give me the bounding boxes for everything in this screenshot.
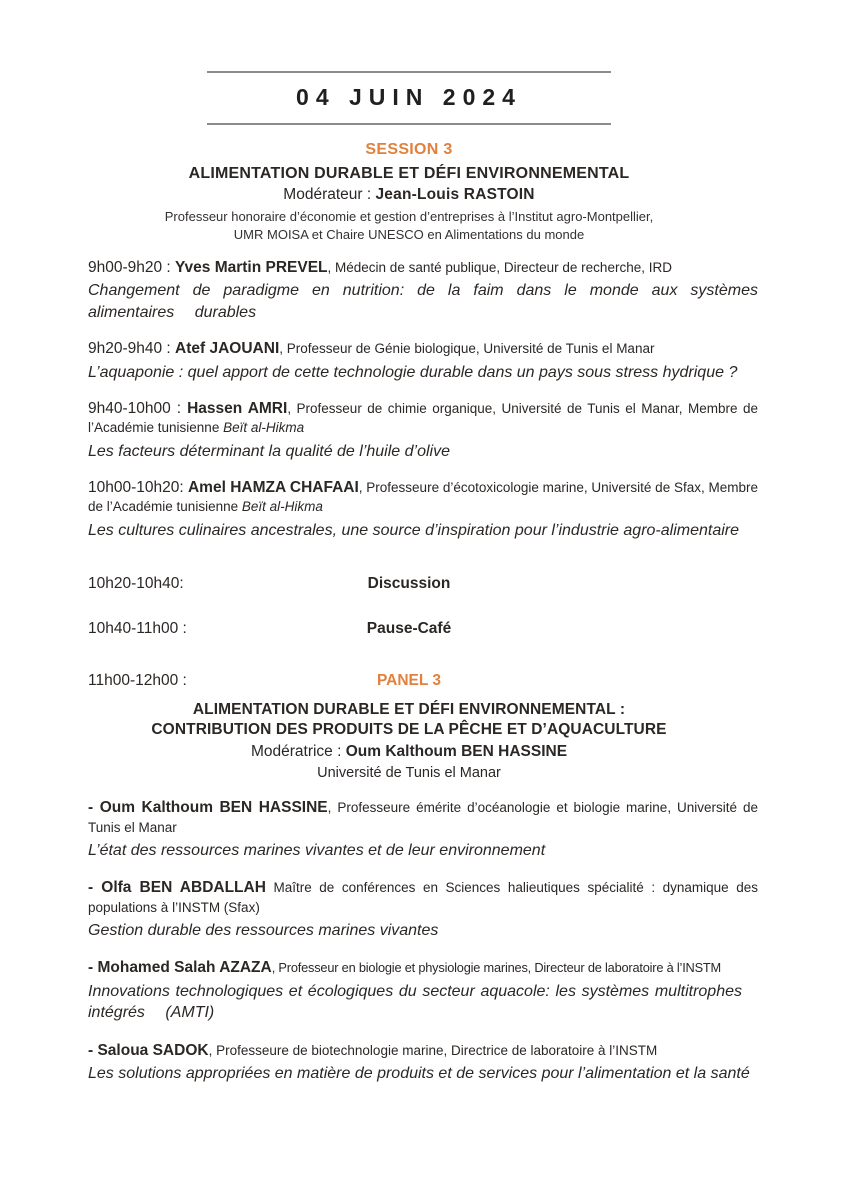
schedule-row-pause-cafe: [88, 620, 758, 640]
panel-speaker-sadok: [88, 1041, 758, 1085]
session-label: SESSION 3: [365, 141, 453, 158]
panel-title-line2: CONTRIBUTION DES PRODUITS DE LA PÊCHE ET D’AQUACULTURE: [151, 721, 667, 739]
speaker-header: [88, 958, 758, 977]
panel-moderator-name: Oum Kalthoum BEN HASSINE: [345, 743, 568, 761]
speaker-talk-title: Innovations technologiques et écologiques du secteur aquacole: les systèmes multitrophes intégrés (AMTI): [88, 982, 758, 1022]
bottom-rule: [207, 123, 611, 125]
talk-time: 9h00-9h20 :: [88, 259, 176, 276]
speaker-header: [88, 1041, 758, 1060]
talk-jaouani: [88, 339, 758, 383]
panel-label: PANEL 3: [376, 672, 442, 690]
speaker-name: Olfa BEN ABDALLAH: [101, 879, 266, 897]
speaker-bullet: -: [88, 879, 102, 897]
talk-affiliation-italic: Beït al-Hikma: [223, 420, 305, 436]
session-title: ALIMENTATION DURABLE ET DÉFI ENVIRONNEMENTAL: [188, 165, 630, 182]
talk-affiliation: , Professeur de Génie biologique, Université de Tunis el Manar: [279, 341, 655, 357]
talk-affiliation: , Professeur de chimie organique, Université de Tunis el Manar, Membre de l’Académie tunisienne: [88, 401, 758, 436]
panel-moderator-affiliation: Université de Tunis el Manar: [317, 765, 501, 782]
schedule-row-discussion: [88, 575, 758, 595]
talk-speaker: Atef JAOUANI: [175, 340, 280, 358]
speaker-talk-title: Les solutions appropriées en matière de produits et de services pour l’alimentation et la santé: [88, 1064, 750, 1082]
speaker-talk-title: L’état des ressources marines vivantes et de leur environnement: [88, 841, 546, 859]
talk-prevel: [88, 258, 758, 323]
talk-affiliation: , Professeure d’écotoxicologie marine, Université de Sfax, Membre de l’Académie tunisienne: [88, 480, 758, 515]
talk-speaker: Amel HAMZA CHAFAAI: [187, 479, 359, 497]
speaker-affiliation: , Professeur en biologie et physiologie marines, Directeur de laboratoire à l’INSTM: [271, 960, 722, 976]
panel-speaker-ben-hassine: [88, 798, 758, 861]
talk-header: [88, 478, 758, 516]
talk-header: [88, 339, 758, 358]
moderator-description-line1: Professeur honoraire d’économie et gestion d’entreprises à l’Institut agro-Montpellier,: [164, 209, 654, 224]
talk-hamza-chafaai: [88, 478, 758, 541]
talk-affiliation: , Médecin de santé publique, Directeur de recherche, IRD: [327, 260, 672, 275]
talk-title: Les facteurs déterminant la qualité de l’huile d’olive: [88, 442, 450, 460]
speaker-bullet: -: [88, 959, 98, 977]
talk-title: Les cultures culinaires ancestrales, une source d’inspiration pour l’industrie agro-alimentaire: [88, 521, 739, 539]
date-title: 04 JUIN 2024: [296, 84, 522, 110]
moderator-description-line2: UMR MOISA et Chaire UNESCO en Alimentations du monde: [233, 227, 585, 242]
schedule-row-panel: [88, 672, 758, 692]
speaker-talk-title: Gestion durable des ressources marines vivantes: [88, 921, 439, 939]
panel-moderator-line: [88, 743, 730, 761]
speaker-bullet: -: [88, 799, 100, 817]
talk-speaker: Hassen AMRI: [187, 400, 288, 418]
speaker-affiliation: , Professeure émérite d’océanologie et biologie marine, Université de Tunis el Manar: [88, 800, 759, 835]
talk-title: Changement de paradigme en nutrition: de la faim dans le monde aux systèmes alimentaires durables: [88, 282, 758, 321]
moderator-label: Modérateur :: [283, 186, 376, 203]
speaker-bullet: -: [88, 1041, 98, 1059]
speaker-affiliation: , Professeure de biotechnologie marine, Directrice de laboratoire à l’INSTM: [208, 1042, 658, 1058]
talk-amri: [88, 399, 758, 462]
panel-speaker-azaza: [88, 958, 758, 1023]
talk-title: L’aquaponie : quel apport de cette technologie durable dans un pays sous stress hydrique ?: [88, 363, 738, 381]
moderator-name: Jean-Louis RASTOIN: [375, 186, 535, 203]
talk-header: [88, 258, 758, 277]
schedule-label: Discussion: [367, 575, 451, 593]
speaker-affiliation: Maître de conférences en Sciences halieutiques spécialité : dynamique des populations à l’INSTM (Sfax): [88, 880, 758, 915]
panel-moderator-label: Modératrice :: [250, 743, 346, 761]
panel-time: 11h00-12h00 :: [88, 672, 187, 690]
session-moderator-line: [88, 186, 730, 204]
schedule-time: 10h40-11h00 :: [88, 620, 187, 638]
talk-header: [88, 399, 758, 437]
schedule-time: 10h20-10h40:: [88, 575, 184, 593]
speaker-name: Saloua SADOK: [97, 1041, 209, 1059]
date-header: [207, 71, 611, 125]
talk-time: 10h00-10h20:: [88, 479, 188, 497]
talk-time: 9h40-10h00 :: [88, 400, 188, 418]
talk-affiliation-italic: Beït al-Hikma: [241, 499, 323, 515]
schedule-label: Pause-Café: [366, 620, 452, 638]
speaker-name: Mohamed Salah AZAZA: [97, 959, 272, 977]
panel-speaker-ben-abdallah: [88, 878, 758, 941]
speaker-header: [88, 798, 758, 836]
speaker-name: Oum Kalthoum BEN HASSINE: [99, 799, 328, 817]
talk-speaker: Yves Martin PREVEL: [175, 259, 328, 276]
speaker-header: [88, 878, 758, 916]
panel-title-line1: ALIMENTATION DURABLE ET DÉFI ENVIRONNEMENTAL :: [192, 701, 626, 719]
talk-time: 9h20-9h40 :: [88, 340, 176, 358]
